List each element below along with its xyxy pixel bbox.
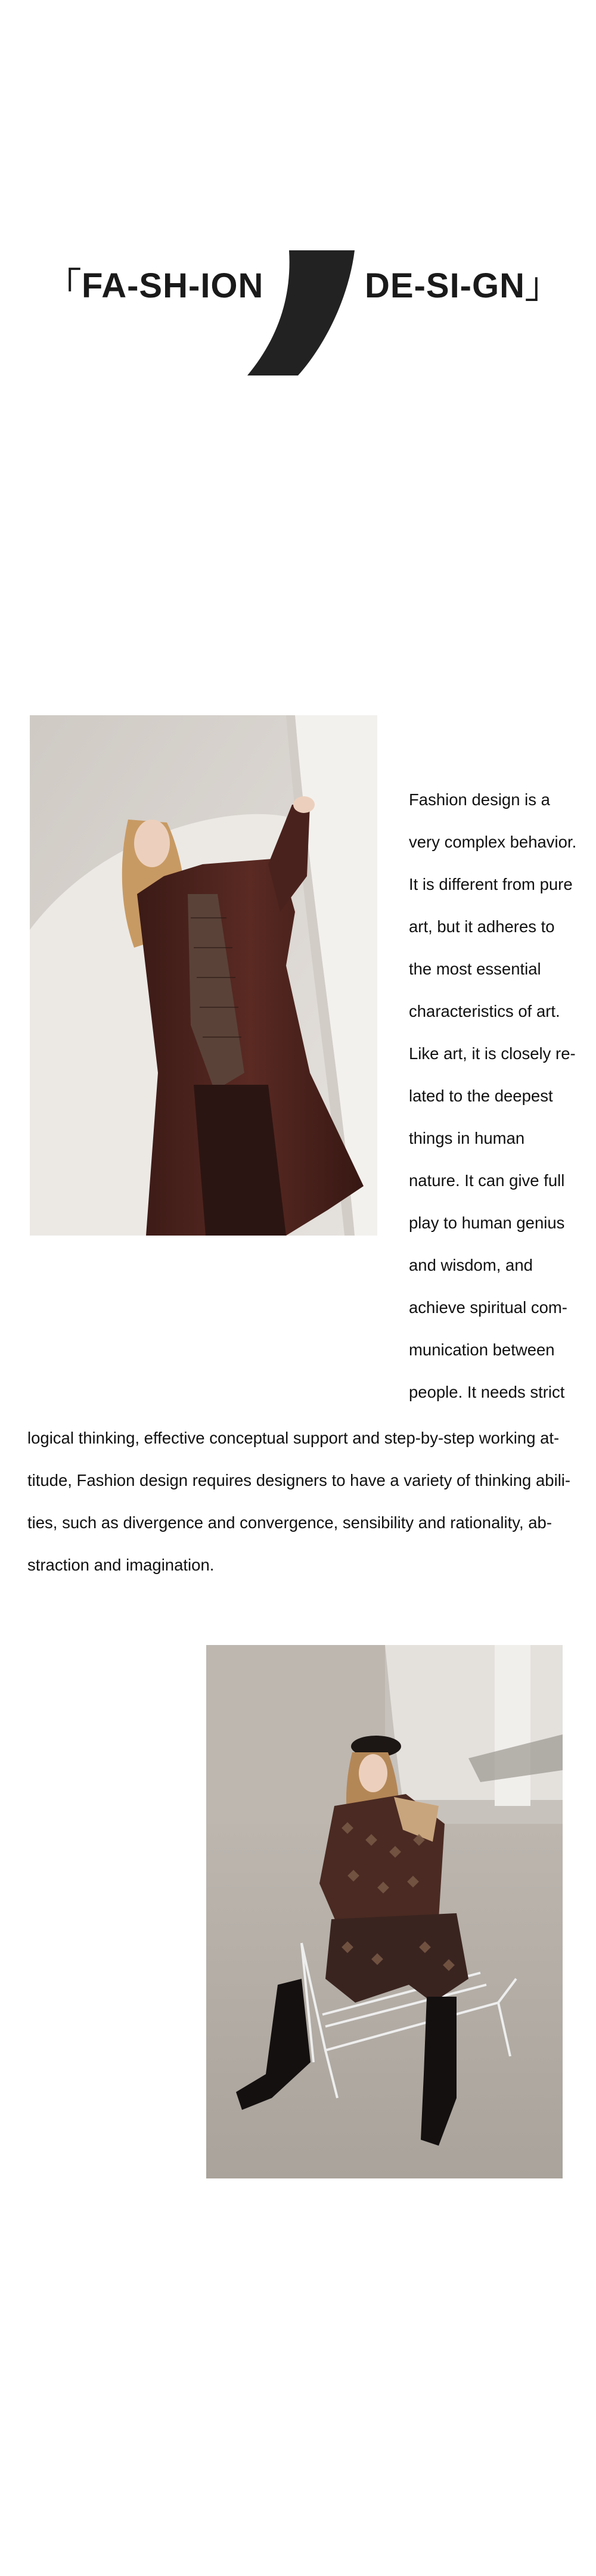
text-line: things in human (409, 1129, 525, 1147)
text-line: lated to the deepest (409, 1087, 553, 1105)
page-header (0, 250, 596, 381)
text-line: ties, such as divergence and convergence, sensibility and rationality, ab- (27, 1513, 552, 1532)
text-line: Like art, it is closely re- (409, 1044, 576, 1063)
photo-model-coat (30, 715, 377, 1236)
slash-mark-icon (247, 250, 355, 375)
title-design: DE-SI-GN」 (365, 266, 561, 305)
article-full-text (27, 1417, 570, 1586)
text-line: art, but it adheres to (409, 917, 555, 936)
text-line: logical thinking, effective conceptual support and step-by-step working at- (27, 1429, 560, 1447)
text-line: and wisdom, and (409, 1256, 533, 1274)
title-fashion: 「FA-SH-ION (46, 266, 264, 305)
text-line: It is different from pure (409, 875, 573, 893)
text-line: nature. It can give full (409, 1171, 565, 1190)
text-line: straction and imagination. (27, 1556, 215, 1574)
text-line: Fashion design is a (409, 790, 550, 809)
text-line: very complex behavior. (409, 833, 577, 851)
photo-model-seated (206, 1645, 563, 2178)
text-line: munication between (409, 1340, 555, 1359)
text-line: people. It needs strict (409, 1383, 565, 1401)
text-line: achieve spiritual com- (409, 1298, 567, 1317)
text-line: play to human genius (409, 1213, 565, 1232)
text-line: the most essential (409, 960, 541, 978)
article-column-text (409, 778, 582, 1413)
text-line: characteristics of art. (409, 1002, 560, 1020)
text-line: titude, Fashion design requires designers to have a variety of thinking abili- (27, 1471, 571, 1489)
